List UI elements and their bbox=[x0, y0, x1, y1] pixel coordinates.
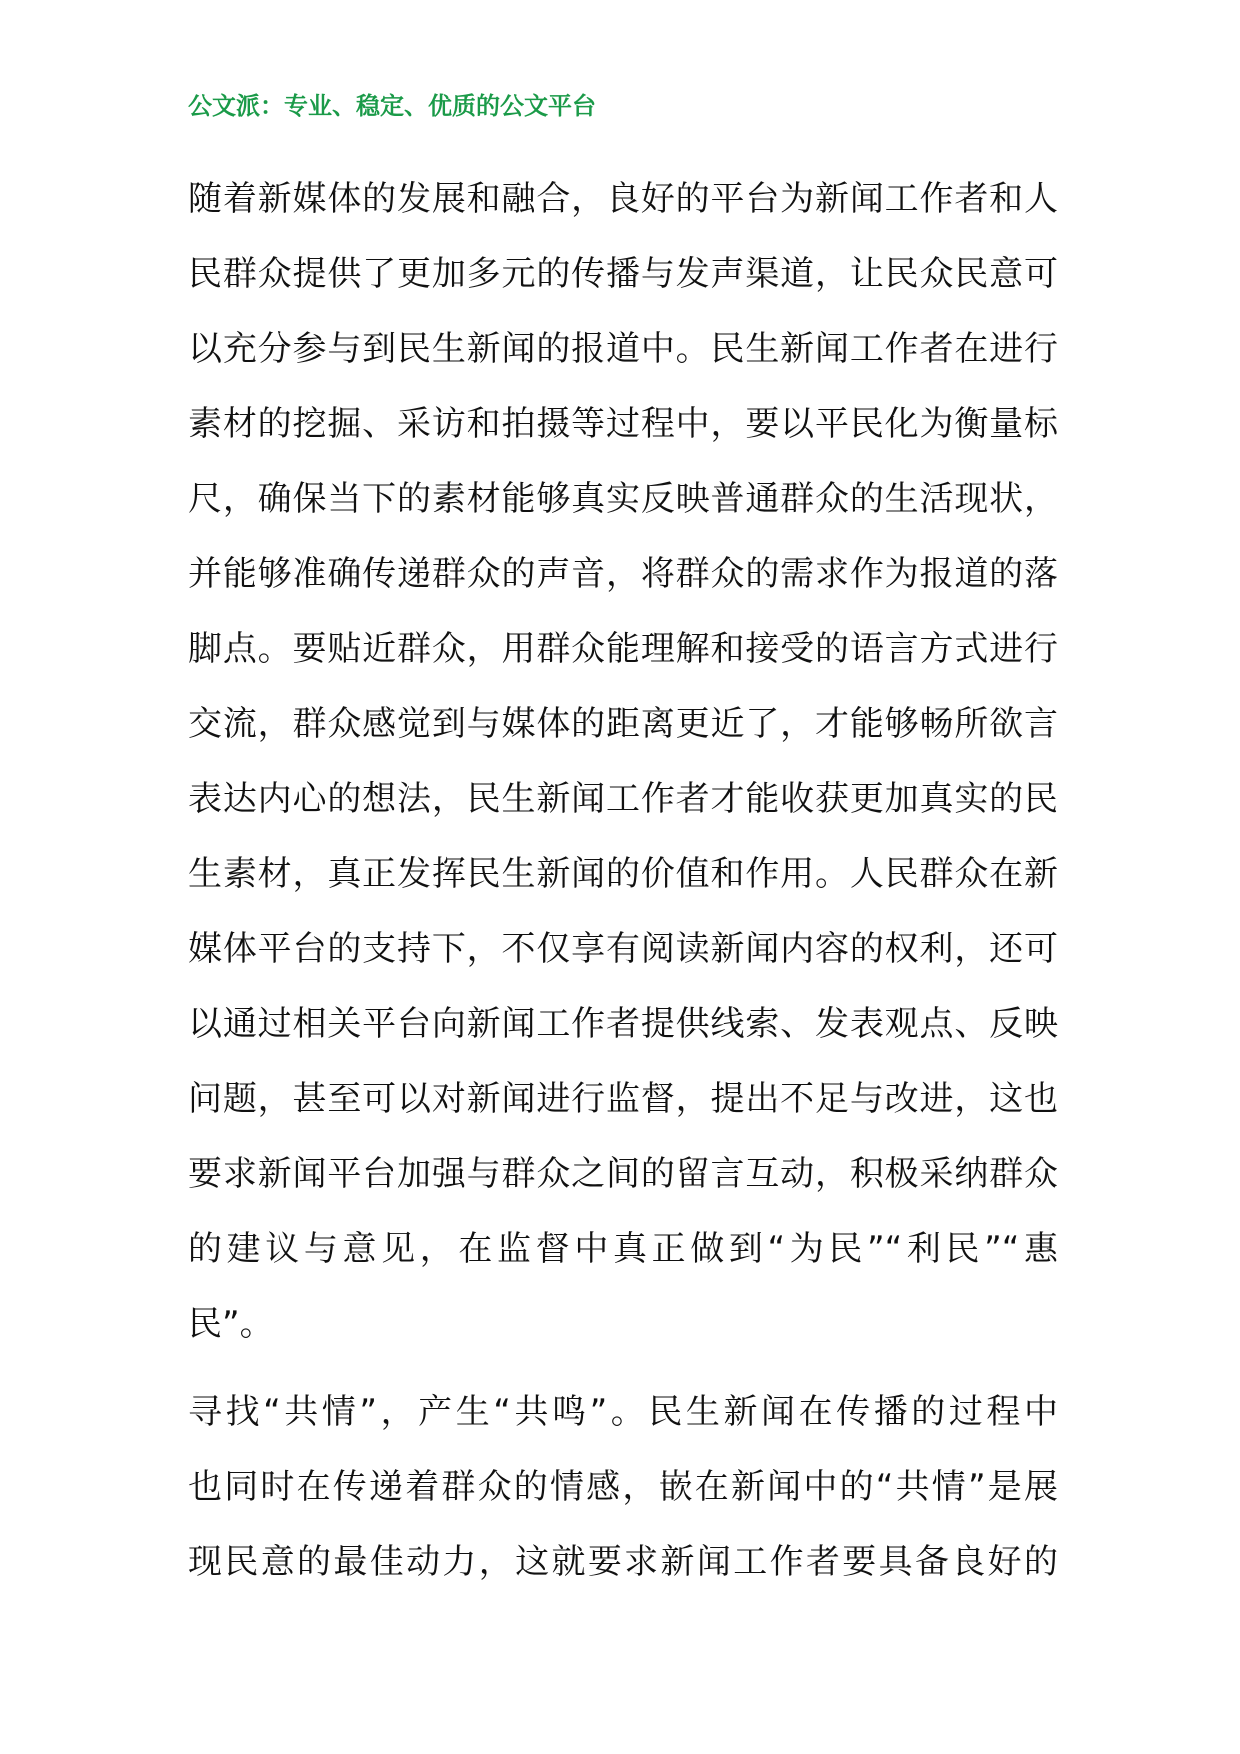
paragraph-line: 寻找“共情”，产生“共鸣”。民生新闻在传播的过程中 bbox=[188, 1392, 1058, 1432]
paragraph-line: 的建议与意见，在监督中真正做到“为民”“利民”“惠 bbox=[188, 1229, 1058, 1269]
paragraph-line: 以通过相关平台向新闻工作者提供线索、发表观点、反映 bbox=[188, 1004, 1058, 1044]
paragraph-line: 并能够准确传递群众的声音，将群众的需求作为报道的落 bbox=[188, 554, 1058, 594]
paragraph-line: 表达内心的想法，民生新闻工作者才能收获更加真实的民 bbox=[188, 779, 1058, 819]
paragraph-line: 随着新媒体的发展和融合，良好的平台为新闻工作者和人 bbox=[188, 179, 1058, 219]
paragraph-line: 要求新闻平台加强与群众之间的留言互动，积极采纳群众 bbox=[188, 1154, 1058, 1194]
paragraph-line: 素材的挖掘、采访和拍摄等过程中，要以平民化为衡量标 bbox=[188, 404, 1058, 444]
paragraph-line: 交流，群众感觉到与媒体的距离更近了，才能够畅所欲言 bbox=[188, 704, 1058, 744]
paragraph-line: 民”。 bbox=[188, 1304, 274, 1344]
paragraph-line: 也同时在传递着群众的情感，嵌在新闻中的“共情”是展 bbox=[188, 1467, 1058, 1507]
paragraph-1 bbox=[188, 162, 1058, 1362]
paragraph-line: 以充分参与到民生新闻的报道中。民生新闻工作者在进行 bbox=[188, 329, 1058, 369]
paragraph-line: 尺，确保当下的素材能够真实反映普通群众的生活现状， bbox=[188, 479, 1058, 519]
paragraph-line: 问题，甚至可以对新闻进行监督，提出不足与改进，这也 bbox=[188, 1079, 1058, 1119]
header-title: 公文派：专业、稳定、优质的公文平台 bbox=[188, 91, 596, 120]
paragraph-line: 生素材，真正发挥民生新闻的价值和作用。人民群众在新 bbox=[188, 854, 1058, 894]
paragraph-line: 脚点。要贴近群众，用群众能理解和接受的语言方式进行 bbox=[188, 629, 1058, 669]
paragraph-2 bbox=[188, 1375, 1058, 1600]
paragraph-line: 媒体平台的支持下，不仅享有阅读新闻内容的权利，还可 bbox=[188, 929, 1058, 969]
paragraph-line: 现民意的最佳动力，这就要求新闻工作者要具备良好的 bbox=[188, 1542, 1058, 1582]
paragraph-line: 民群众提供了更加多元的传播与发声渠道，让民众民意可 bbox=[188, 254, 1058, 294]
